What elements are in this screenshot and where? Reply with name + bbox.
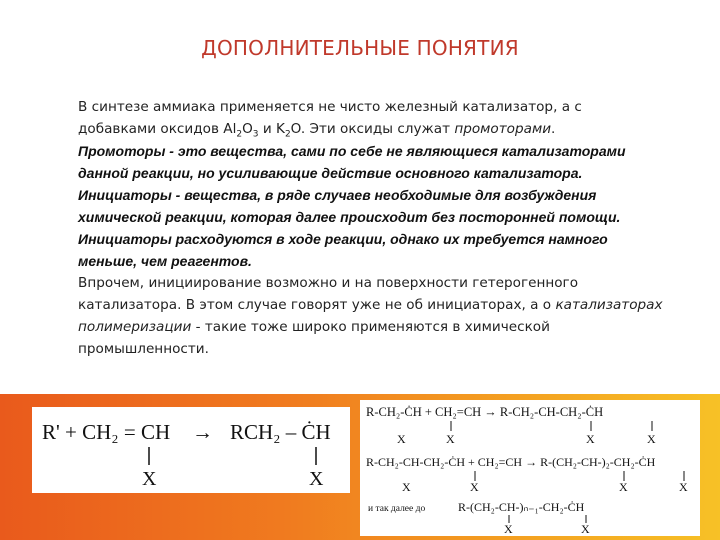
eq-right-line1: R-CH₂-ĊH + CH₂=CH → R-CH₂-CH-CH₂-ĊH [366, 405, 604, 419]
eq-right-line2: R-CH₂-CH-CH₂-ĊH + CH₂=CH → R-(CH₂-CH-)₂-CH₂-ĊH [366, 455, 656, 469]
substituent-x: X [470, 480, 479, 494]
slide-title: ДОПОЛНИТЕЛЬНЫЕ ПОНЯТИЯ [201, 36, 519, 60]
paragraph-promoter-intro: В синтезе аммиака применяется не чисто железный катализатор, а с добавками оксидов $Al_2O_3$ и $K_2O$. Эти оксиды служат промоторами. [78, 99, 582, 140]
paragraph-promoter-definition: Промоторы - это вещества, сами по себе не являющиеся катализаторами данной реакции, но усиливающие действие основного катализатора. [78, 143, 626, 181]
equation-left-figure [32, 407, 350, 493]
equation-panel-right [360, 400, 700, 536]
slide-body [78, 96, 663, 360]
eq-left-rhs: RCH₂ – ĊH [230, 420, 331, 444]
substituent-x: X [504, 522, 513, 536]
polymerization-catalyst-term: катализаторах полимеризации [78, 297, 663, 335]
substituent-x: X [647, 432, 656, 446]
equation-right-figure [360, 400, 700, 536]
eq-left-lhs: R' + CH₂ = CH [42, 420, 171, 444]
eq-right-line3: R-(CH₂-CH-)ₙ₋₁-CH₂-ĊH [458, 500, 585, 514]
substituent-x: X [142, 468, 157, 490]
substituent-x: X [586, 432, 595, 446]
promoter-term: промоторами [454, 121, 552, 137]
substituent-x: X [402, 480, 411, 494]
equation-panel-left [32, 407, 350, 493]
substituent-x: X [397, 432, 406, 446]
eq-left-arrow: → [192, 420, 213, 444]
substituent-x: X [446, 432, 455, 446]
substituent-x: X [679, 480, 688, 494]
paragraph-initiator-definition: Инициаторы - вещества, в ряде случаев необходимые для возбуждения химической реакции, которая далее происходит без посторонней помощи. Инициаторы расходуются в ходе реакции, однако их требуется намного меньше, чем реагентов. [78, 187, 621, 269]
substituent-x: X [581, 522, 590, 536]
paragraph-polymerization-catalysts: Впрочем, инициирование возможно и на поверхности гетерогенного катализатора. В этом случае говорят уже не об инициаторах, а о катализаторах полимеризации - такие тоже широко применяются в химической промышленности. [78, 275, 663, 357]
substituent-x: X [309, 468, 324, 490]
substituent-x: X [619, 480, 628, 494]
eq-right-prefix: и так далее до [368, 504, 426, 514]
